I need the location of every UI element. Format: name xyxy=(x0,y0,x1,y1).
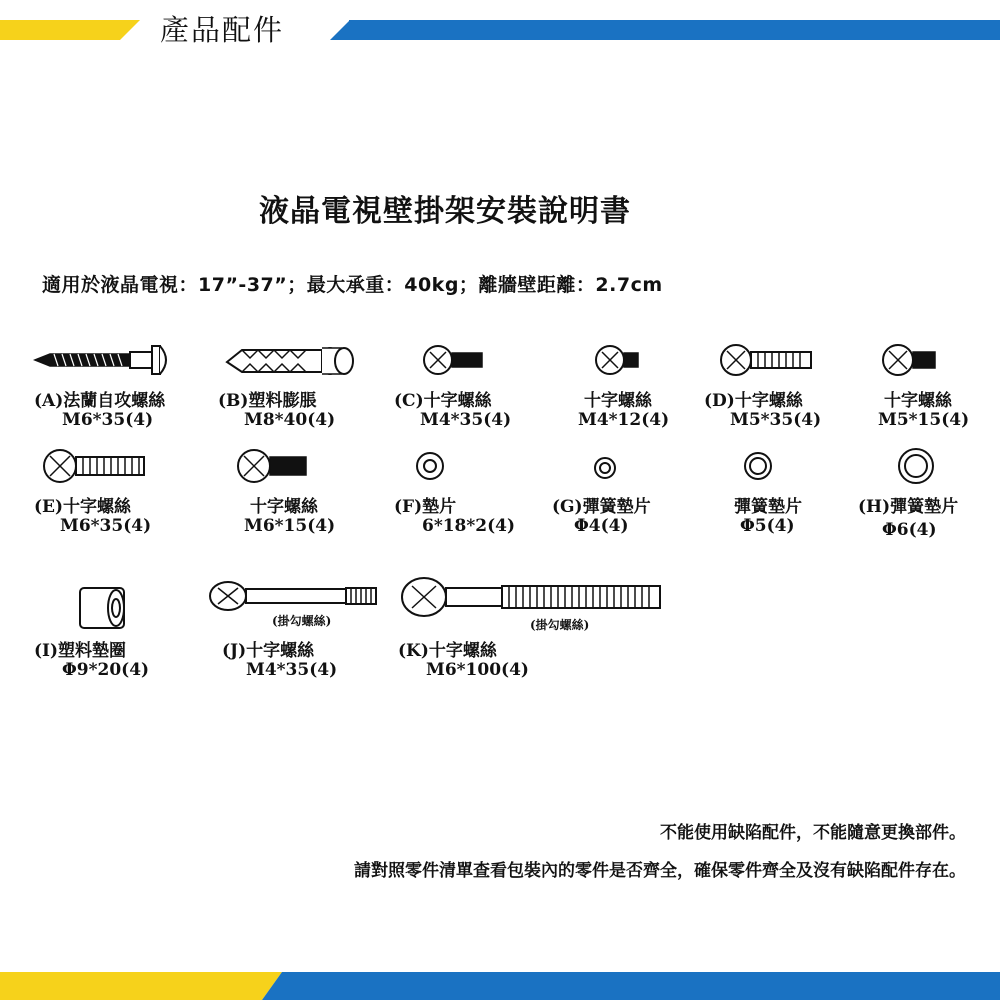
note-check-parts: 請對照零件清單查看包裝內的零件是否齊全，確保零件齊全及沒有缺陷配件存在。 xyxy=(354,861,966,881)
header-blue-slant xyxy=(330,20,350,40)
part-e-name: (E)十字螺絲 xyxy=(34,497,132,517)
part-e-size: M6*35(4) xyxy=(60,516,152,536)
part-j-name: (J)十字螺絲 xyxy=(222,641,315,661)
screw-e2-icon xyxy=(234,446,314,486)
footer-band xyxy=(0,972,1000,1000)
part-i-size: Φ9*20(4) xyxy=(62,660,150,680)
screw-j-icon xyxy=(206,578,381,614)
screw-e-icon xyxy=(40,446,150,486)
screw-c-icon xyxy=(420,340,490,380)
part-e2-size: M6*15(4) xyxy=(244,516,336,536)
header-yellow-slant xyxy=(110,20,140,40)
part-j-size: M4*35(4) xyxy=(246,660,338,680)
part-k-name: (K)十字螺絲 xyxy=(398,641,497,661)
part-j-tag: (掛勾螺絲) xyxy=(272,614,332,628)
part-c-name: (C)十字螺絲 xyxy=(394,391,492,411)
note-no-defective: 不能使用缺陷配件，不能隨意更換部件。 xyxy=(660,823,966,843)
plastic-spacer-i-icon xyxy=(76,582,136,632)
screw-a-icon xyxy=(30,340,175,380)
part-c-size: M4*35(4) xyxy=(420,410,512,430)
spring-washer-g2-icon xyxy=(738,446,778,486)
screw-c2-icon xyxy=(592,340,642,380)
part-a-name: (A)法蘭自攻螺絲 xyxy=(34,391,166,411)
part-d2-name: 十字螺絲 xyxy=(884,391,952,411)
part-d-size: M5*35(4) xyxy=(730,410,822,430)
part-c2-name: 十字螺絲 xyxy=(584,391,652,411)
anchor-b-icon xyxy=(222,340,362,382)
screw-d2-icon xyxy=(880,340,940,380)
part-h-size: Φ6(4) xyxy=(882,520,937,540)
part-k-tag: (掛勾螺絲) xyxy=(530,618,590,632)
part-b-size: M8*40(4) xyxy=(244,410,336,430)
part-d-name: (D)十字螺絲 xyxy=(704,391,803,411)
spring-washer-h-icon xyxy=(894,444,938,488)
header-blue-band xyxy=(349,20,1000,40)
part-a-size: M6*35(4) xyxy=(62,410,154,430)
part-d2-size: M5*15(4) xyxy=(878,410,970,430)
part-g2-size: Φ5(4) xyxy=(740,516,795,536)
part-k-size: M6*100(4) xyxy=(426,660,529,680)
part-b-name: (B)塑料膨脹 xyxy=(218,391,317,411)
part-c2-size: M4*12(4) xyxy=(578,410,670,430)
part-i-name: (I)塑料墊圈 xyxy=(34,641,127,661)
washer-f-icon xyxy=(410,446,450,486)
header-yellow-band xyxy=(0,20,118,40)
part-f-name: (F)墊片 xyxy=(394,497,457,517)
part-g-name: (G)彈簧墊片 xyxy=(552,497,651,517)
spring-washer-g-icon xyxy=(585,448,625,488)
part-g-size: Φ4(4) xyxy=(574,516,629,536)
screw-k-icon xyxy=(396,572,666,622)
part-h-name: (H)彈簧墊片 xyxy=(858,497,959,517)
document-title: 液晶電視壁掛架安裝說明書 xyxy=(259,194,631,229)
page-title: 產品配件 xyxy=(160,13,285,47)
screw-d-icon xyxy=(718,340,818,380)
part-g2-name: 彈簧墊片 xyxy=(734,497,802,517)
spec-line: 適用於液晶電視：17”-37”；最大承重：40kg；離牆壁距離：2.7cm xyxy=(42,274,663,296)
part-f-size: 6*18*2(4) xyxy=(422,516,516,536)
part-e2-name: 十字螺絲 xyxy=(250,497,318,517)
